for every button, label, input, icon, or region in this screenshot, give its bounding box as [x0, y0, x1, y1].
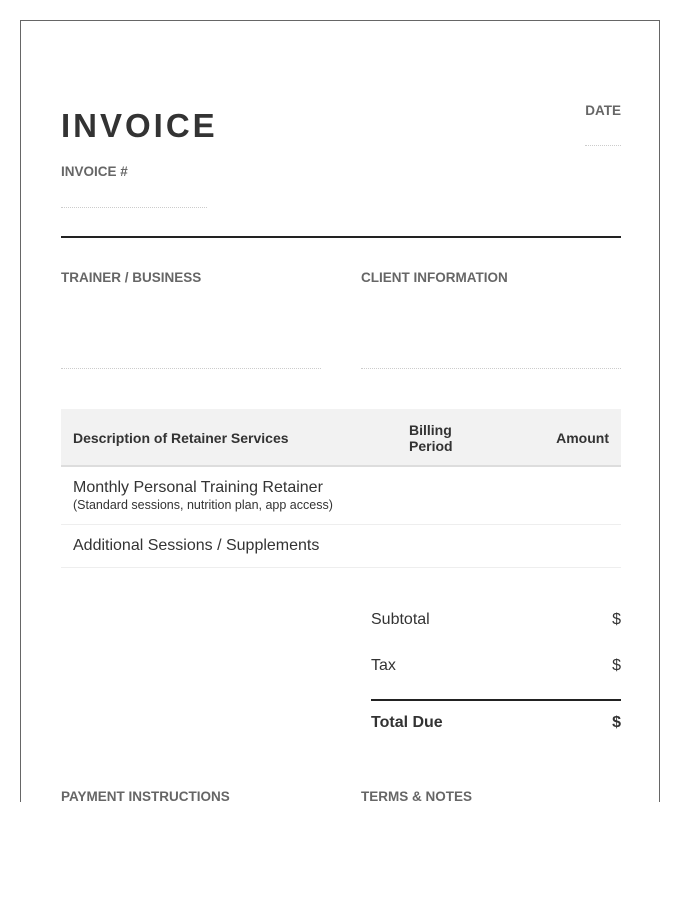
terms-notes-label: TERMS & NOTES [361, 789, 473, 802]
payment-instructions-label: PAYMENT INSTRUCTIONS [61, 789, 230, 802]
date-label: DATE [585, 103, 621, 118]
row-description: Additional Sessions / Supplements [73, 537, 320, 554]
table-header [61, 409, 621, 467]
invoice-page [20, 20, 660, 802]
subtotal-value: $ [612, 611, 621, 628]
tax-value: $ [612, 657, 621, 674]
invoice-number-label: INVOICE # [61, 164, 128, 179]
tax-row [371, 657, 621, 677]
row-description: Monthly Personal Training Retainer [73, 479, 323, 496]
totals-divider [371, 699, 621, 701]
column-header-description: Description of Retainer Services [73, 430, 289, 446]
subtotal-row [371, 611, 621, 631]
invoice-title: INVOICE [61, 107, 218, 144]
table-row [61, 525, 621, 568]
client-information-label: CLIENT INFORMATION [361, 270, 508, 285]
total-due-row [371, 714, 621, 734]
date-field[interactable] [585, 145, 621, 146]
column-header-billing-period: Billing Period [409, 422, 453, 454]
row-description-detail: (Standard sessions, nutrition plan, app access) [73, 498, 333, 512]
header-divider [61, 236, 621, 238]
invoice-number-field[interactable] [61, 207, 207, 208]
subtotal-label: Subtotal [371, 611, 430, 628]
tax-label: Tax [371, 657, 396, 674]
client-information-field[interactable] [361, 368, 621, 369]
total-due-label: Total Due [371, 714, 443, 731]
trainer-business-label: TRAINER / BUSINESS [61, 270, 202, 285]
table-row [61, 467, 621, 525]
total-due-value: $ [612, 714, 621, 731]
services-table [61, 409, 621, 568]
column-header-amount: Amount [556, 430, 609, 446]
trainer-business-field[interactable] [61, 368, 321, 369]
